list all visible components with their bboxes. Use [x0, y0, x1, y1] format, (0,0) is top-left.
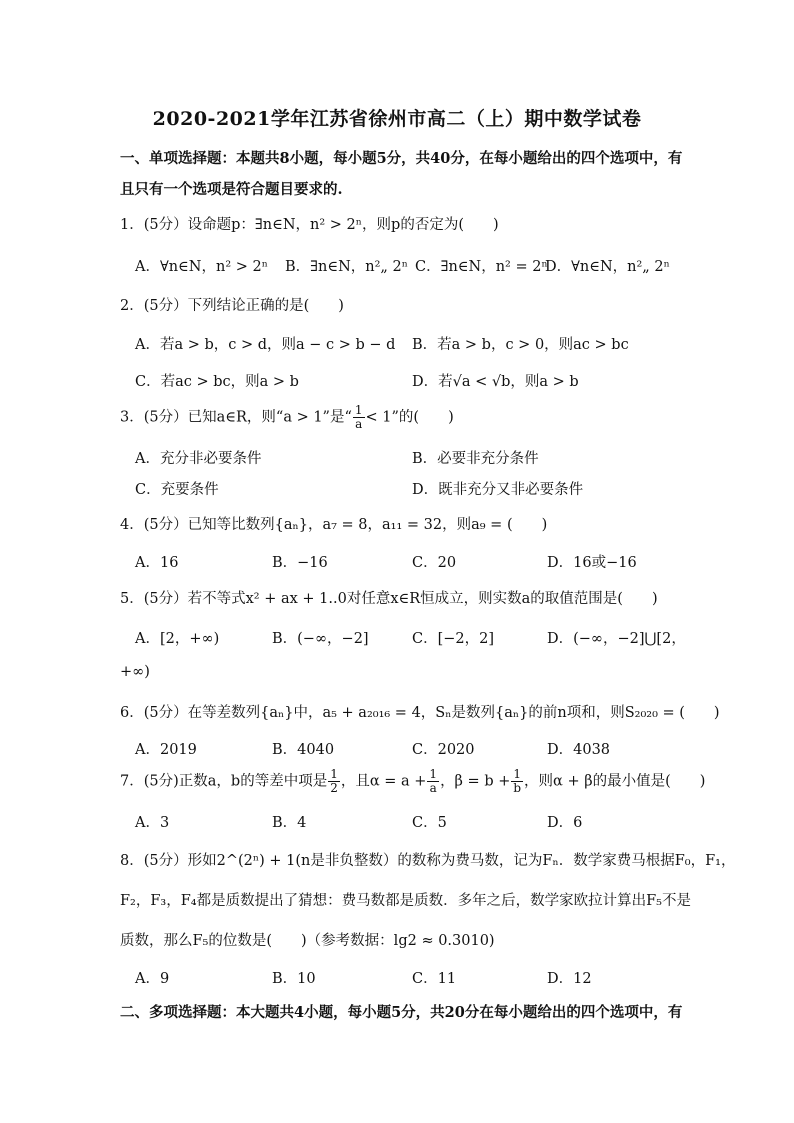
q7-option-c: C．5	[412, 815, 447, 831]
q8-option-d: D．12	[547, 971, 592, 987]
q7-stem-mid2: ，β = b +	[440, 773, 511, 790]
q4-option-a: A．16	[135, 555, 179, 571]
q5-option-d: D．(−∞，−2]⋃[2，	[547, 631, 686, 647]
q1-option-b: B．∃n∈N，n²„ 2ⁿ	[285, 259, 409, 275]
q5-option-c: C．[−2，2]	[412, 631, 495, 647]
q4-option-c: C．20	[412, 555, 457, 571]
q6-option-d: D．4038	[547, 742, 611, 758]
q2-option-c: C．若ac > bc，则a > b	[135, 374, 299, 390]
q1-option-d: D．∀n∈N，n²„ 2ⁿ	[545, 259, 670, 275]
q2-stem: 2．(5分）下列结论正确的是( )	[120, 298, 344, 314]
q5-option-b: B．(−∞，−2]	[272, 631, 369, 647]
q7-stem-mid1: ，且α = a +	[340, 773, 427, 790]
q5-stem: 5．(5分）若不等式x² + ax + 1..0对任意x∈R恒成立，则实数a的取值范围是( )	[120, 591, 658, 607]
q4-stem: 4．(5分）已知等比数列{aₙ}，a₇ = 8，a₁₁ = 32，则a₉ = ( )	[120, 517, 548, 533]
q3-fraction: $\frac{1}{a}$	[354, 403, 363, 431]
q3-option-a: A．充分非必要条件	[135, 451, 262, 467]
q3-stem-pre: 3．(5分）已知a∈R，则“a > 1”是“	[120, 409, 352, 426]
q6-option-c: C．2020	[412, 742, 475, 758]
q3-option-b: B．必要非充分条件	[412, 451, 539, 467]
q2-option-a: A．若a > b，c > d，则a − c > b − d	[135, 337, 396, 353]
q7-stem	[120, 768, 705, 795]
q4-option-b: B．−16	[272, 555, 328, 571]
q2-option-b: B．若a > b，c > 0，则ac > bc	[412, 337, 629, 353]
q1-stem: 1．(5分）设命题p：∃n∈N，n² > 2ⁿ，则p的否定为( )	[120, 217, 499, 233]
q3-option-d: D．既非充分又非必要条件	[412, 482, 584, 498]
q3-stem	[120, 404, 454, 431]
q7-fraction-2: $\frac{1}{a}$	[429, 767, 438, 795]
q8-line1: 8．(5分）形如2^(2ⁿ) + 1(n是非负整数）的数称为费马数，记为Fₙ．数学家费马根据F₀，F₁，	[120, 853, 736, 869]
q5-option-d-continued: +∞)	[120, 664, 150, 680]
section2-heading-line1: 二、多项选择题：本大题共4小题，每小题5分，共20分在每小题给出的四个选项中，有	[120, 1004, 683, 1021]
q8-option-c: C．11	[412, 971, 457, 987]
q7-option-b: B．4	[272, 815, 307, 831]
q7-fraction-3: $\frac{1}{b}$	[513, 767, 522, 795]
q6-option-b: B．4040	[272, 742, 335, 758]
q1-option-a: A．∀n∈N，n² > 2ⁿ	[135, 259, 268, 275]
q5-option-a: A．[2，+∞)	[135, 631, 220, 647]
q7-option-d: D．6	[547, 815, 583, 831]
q7-fraction-1: $\frac{1}{2}$	[330, 767, 338, 795]
q7-stem-post: ，则α + β的最小值是( )	[524, 773, 706, 790]
q6-option-a: A．2019	[135, 742, 197, 758]
q4-option-d: D．16或−16	[547, 555, 637, 571]
q3-option-c: C．充要条件	[135, 482, 219, 498]
q8-line2: F₂，F₃，F₄都是质数提出了猜想：费马数都是质数．多年之后，数学家欧拉计算出F₅不是	[120, 893, 691, 909]
section1-heading-line1: 一、单项选择题：本题共8小题，每小题5分，共40分，在每小题给出的四个选项中，有	[120, 150, 683, 167]
q1-option-c: C．∃n∈N，n² = 2ⁿ	[415, 259, 548, 275]
section1-heading-line2: 且只有一个选项是符合题目要求的.	[120, 181, 343, 198]
q7-option-a: A．3	[135, 815, 170, 831]
page-title: 2020-2021学年江苏省徐州市高二（上）期中数学试卷	[152, 108, 642, 130]
q8-line3: 质数，那么F₅的位数是( )（参考数据：lg2 ≈ 0.3010)	[120, 933, 495, 949]
q2-option-d: D．若√a < √b，则a > b	[412, 374, 579, 390]
q6-stem: 6．(5分）在等差数列{aₙ}中，a₅ + a₂₀₁₆ = 4，Sₙ是数列{aₙ}的前n项和，则S₂₀₂₀ = ( )	[120, 705, 720, 721]
q8-option-a: A．9	[135, 971, 170, 987]
q7-stem-pre: 7．(5分)正数a，b的等差中项是	[120, 773, 328, 790]
q3-stem-post: < 1”的( )	[365, 409, 454, 426]
q8-option-b: B．10	[272, 971, 316, 987]
